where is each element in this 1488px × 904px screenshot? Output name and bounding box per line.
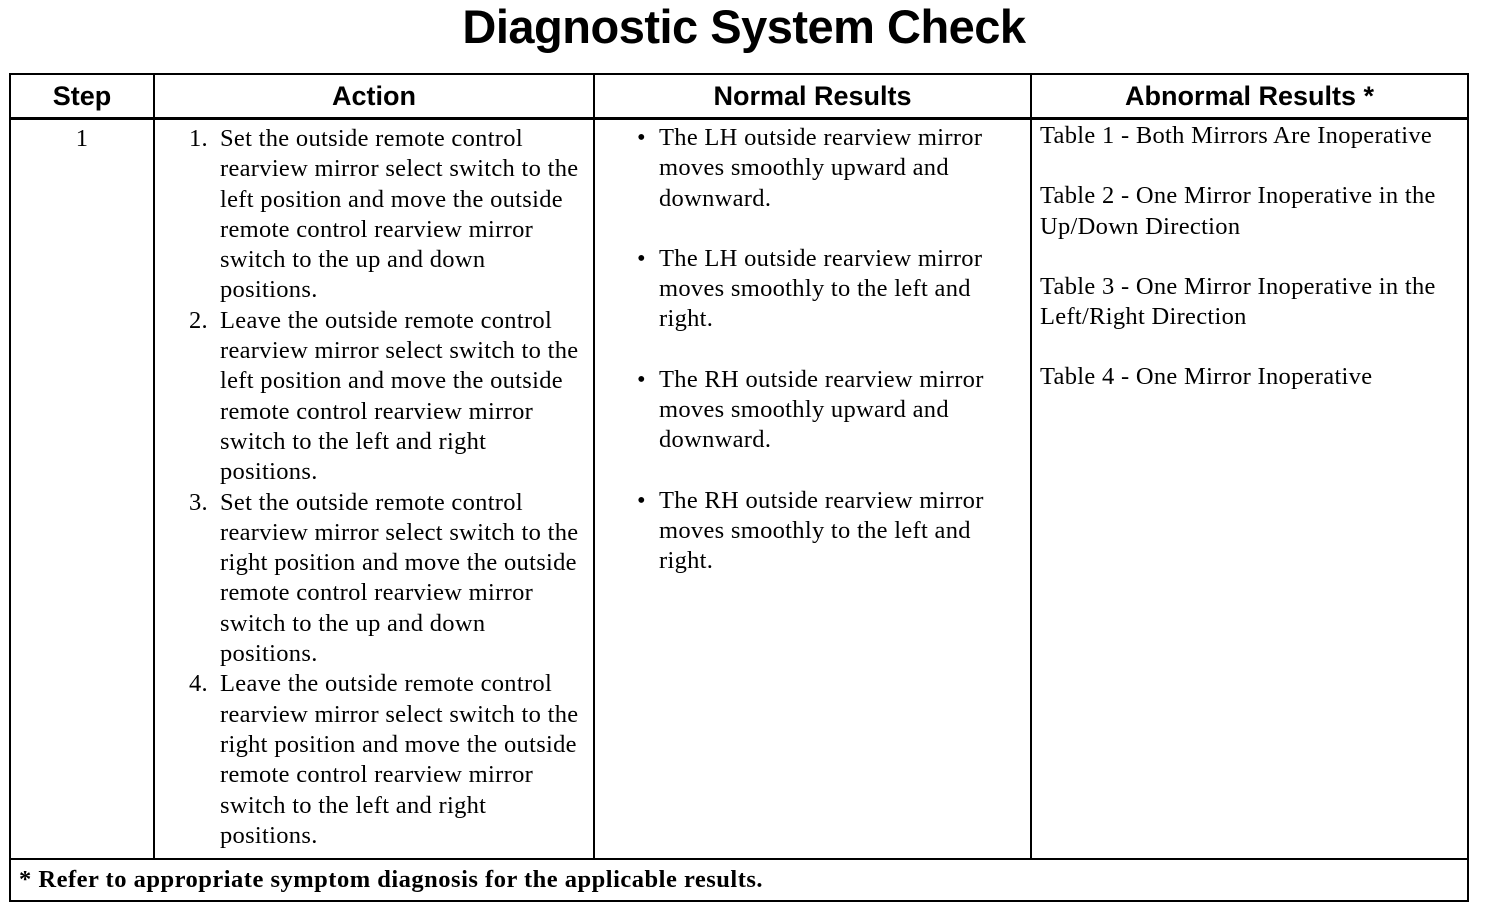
- abnormal-result-item: Table 2 - One Mirror Inoperative in the Up/Down Direction: [1040, 182, 1436, 240]
- action-number: 2.: [189, 306, 208, 334]
- page-title: Diagnostic System Check: [462, 0, 1026, 53]
- action-list: [189, 124, 585, 851]
- normal-result-text: The LH outside rearview mirror moves smoothly upward and downward.: [659, 124, 983, 212]
- action-item: [189, 488, 585, 670]
- header-row: [10, 74, 1468, 119]
- footnote: * Refer to appropriate symptom diagnosis for the applicable results.: [10, 859, 1468, 901]
- abnormal-result-item: Table 1 - Both Mirrors Are Inoperative: [1040, 122, 1433, 149]
- action-text: Leave the outside remote control rearview mirror select switch to the right position and move the outside remote control rearview mirror switch to the left and right positions.: [220, 670, 579, 849]
- header-step: Step: [10, 74, 154, 119]
- normal-result-item: [637, 123, 1020, 214]
- normal-result-text: The RH outside rearview mirror moves smoothly upward and downward.: [659, 365, 984, 454]
- abnormal-result-item: Table 3 - One Mirror Inoperative in the Left/Right Direction: [1040, 272, 1436, 331]
- diagnostic-table: [9, 73, 1469, 902]
- bullet-icon: •: [637, 486, 646, 514]
- normal-result-text: The RH outside rearview mirror moves smoothly to the left and right.: [659, 486, 984, 575]
- bullet-icon: •: [637, 124, 646, 151]
- normal-result-item: [637, 365, 1020, 456]
- action-text: Set the outside remote control rearview mirror select switch to the right position and move the outside remote control rearview mirror switch to the up and down positions.: [220, 488, 579, 668]
- abnormal-result-item: Table 4 - One Mirror Inoperative: [1040, 363, 1373, 391]
- normal-result-item: [637, 486, 1020, 577]
- normal-result-item: [637, 244, 1020, 335]
- action-number: 4.: [189, 670, 208, 698]
- action-text: Set the outside remote control rearview mirror select switch to the left position and move the outside remote control rearview mirror switch to the up and down positions.: [220, 125, 579, 304]
- table-row: [10, 119, 1468, 860]
- abnormal-results-cell: [1031, 119, 1468, 860]
- normal-results-list: [637, 123, 1020, 577]
- action-text: Leave the outside remote control rearview mirror select switch to the left position and move the outside remote control rearview mirror switch to the left and right positions.: [220, 306, 579, 486]
- bullet-icon: •: [637, 365, 646, 393]
- action-item: [189, 669, 585, 851]
- normal-result-text: The LH outside rearview mirror moves smoothly to the left and right.: [659, 244, 983, 333]
- header-abnormal-results: Abnormal Results *: [1031, 74, 1468, 119]
- header-normal-results: Normal Results: [594, 74, 1031, 119]
- action-item: [189, 124, 585, 306]
- action-cell: [154, 119, 594, 860]
- bullet-icon: •: [637, 244, 646, 272]
- footnote-row: [10, 859, 1468, 901]
- step-number: 1: [10, 119, 154, 860]
- normal-results-cell: [594, 119, 1031, 860]
- action-number: 3.: [189, 488, 208, 516]
- header-action: Action: [154, 74, 594, 119]
- action-number: 1.: [189, 125, 208, 152]
- action-item: [189, 306, 585, 488]
